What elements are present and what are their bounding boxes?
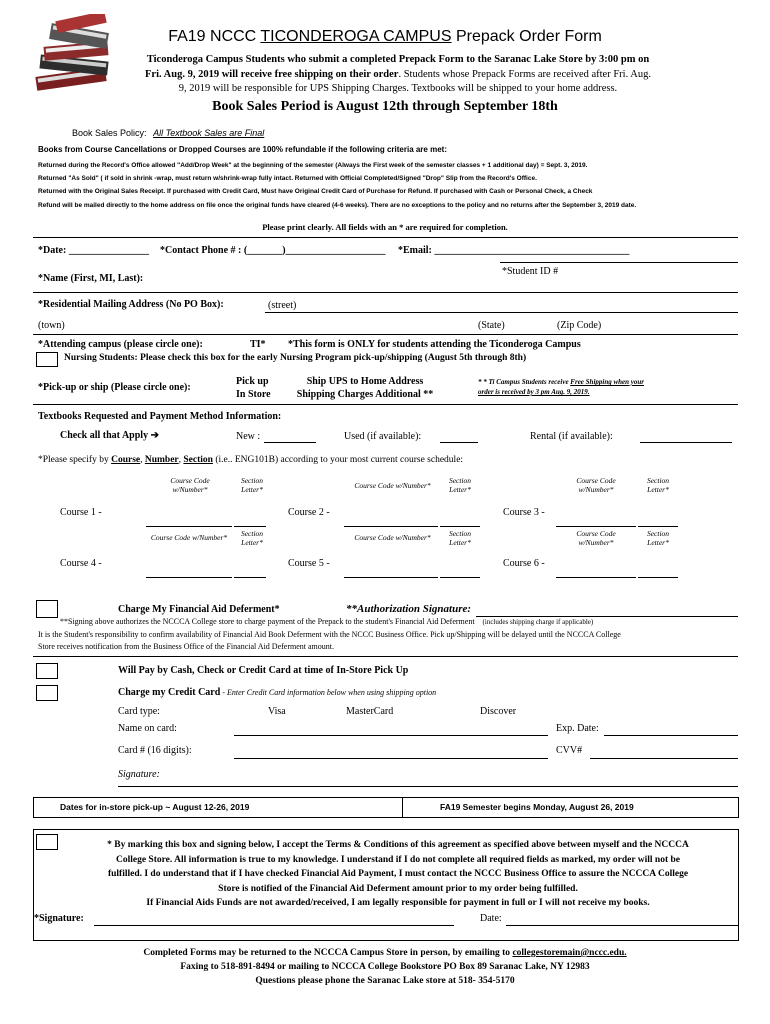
pay-in-store-checkbox[interactable] <box>36 663 58 679</box>
state-label: (State) <box>478 320 505 331</box>
footer-line-1: Completed Forms may be returned to the NCCCA Campus Store in person, by emailing to collegestoremain@nccc.edu. <box>143 948 627 958</box>
zip-label: (Zip Code) <box>557 320 602 331</box>
name-on-card-label: Name on card: <box>118 723 177 734</box>
rental-label: Rental (if available): <box>530 431 613 442</box>
footer-line-2: Faxing to 518-891-8494 or mailing to NCCCA College Bookstore PO Box 89 Saranac Lake, NY 12983 <box>180 962 590 972</box>
financial-aid-note-3: Store receives notification from the Business Office of the Financial Aid Deferment amount. <box>38 642 334 651</box>
street-label: (street) <box>268 300 297 311</box>
card-number-label: Card # (16 digits): <box>118 745 192 756</box>
course-1-section-input[interactable] <box>234 526 266 527</box>
visa-option[interactable]: Visa <box>268 706 286 717</box>
course-6-code-input[interactable] <box>556 577 636 578</box>
course-code-header: Course Code w/Number* <box>354 533 431 542</box>
campus-note: *This form is ONLY for students attending the Ticonderoga Campus <box>288 339 581 350</box>
financial-aid-checkbox[interactable] <box>36 600 58 618</box>
mastercard-option[interactable]: MasterCard <box>346 706 394 717</box>
course-1-label: Course 1 - <box>60 507 102 518</box>
print-note: Please print clearly. All fields with an * are required for completion. <box>262 222 508 232</box>
new-input[interactable] <box>264 442 316 443</box>
nursing-checkbox[interactable] <box>36 352 58 367</box>
email-link[interactable]: collegestoremain@nccc.edu. <box>512 948 627 958</box>
pay-in-store-label: Will Pay by Cash, Check or Credit Card at time of In-Store Pick Up <box>118 665 409 676</box>
intro-line-2: Fri. Aug. 9, 2019 will receive free shipping on their order. Students whose Prepack Forms are received after Fri. Aug. <box>145 69 651 80</box>
used-label: Used (if available): <box>344 431 422 442</box>
right-arrow-icon: ➔ <box>150 430 159 441</box>
course-2-label: Course 2 - <box>288 507 330 518</box>
card-number-input[interactable] <box>234 758 548 759</box>
course-2-section-input[interactable] <box>440 526 480 527</box>
financial-aid-note-1: **Signing above authorizes the NCCCA College store to charge payment of the Prepack to the student's Financial Aid Deferment (includes shipping charge if applicable) <box>60 617 594 626</box>
course-4-code-input[interactable] <box>146 577 232 578</box>
card-signature-label: Signature: <box>118 769 160 780</box>
campus-label: *Attending campus (please circle one): <box>38 339 203 350</box>
terms-text: * By marking this box and signing below, I accept the Terms & Conditions of this agreement as specified above between myself and the NCCCA College Store. All information is true to my knowledge. I understand if I do not complete all required fields as marked, my order will not be fulfilled. I do understand that if I have checked Financial Aid Payment, I must contact the NCCC Business Office to assure the NCCCA College Store is notified of the Financial Aid Deferment amount prior to my order being fulfilled. If Financial Aids Funds are not awarded/received, I am legally responsible for payment in full or I will not receive my books. <box>107 840 689 908</box>
course-1-code-input[interactable] <box>146 526 232 527</box>
refund-rule-2: Returned "As Sold" ( if sold in shrink -wrap, must return w/shrink-wrap fully intact. Returned with Official Completed/Signed "Drop" Slip from the Record's Office. <box>38 175 537 182</box>
course-4-label: Course 4 - <box>60 558 102 569</box>
course-5-label: Course 5 - <box>288 558 330 569</box>
textbooks-heading: Textbooks Requested and Payment Method Information: <box>38 411 282 422</box>
refund-rule-4: Refund will be mailed directly to the home address on file once the original funds have cleared (4-6 weeks). There are no exceptions to the policy and no returns after the September 3, 2019 date. <box>38 202 637 209</box>
address-field[interactable]: *Residential Mailing Address (No PO Box): <box>38 299 224 310</box>
pickup-label: *Pick-up or ship (Please circle one): <box>38 382 191 393</box>
course-code-header: Course Code w/Number* <box>150 533 228 542</box>
policy-line: Book Sales Policy: All Textbook Sales are Final <box>72 128 265 138</box>
course-3-section-input[interactable] <box>638 526 678 527</box>
course-3-label: Course 3 - <box>503 507 545 518</box>
exp-date-label: Exp. Date: <box>556 723 599 734</box>
course-6-label: Course 6 - <box>503 558 545 569</box>
course-5-section-input[interactable] <box>440 577 480 578</box>
new-label: New : <box>236 431 261 442</box>
course-code-header: Course Code w/Number* <box>354 481 431 490</box>
intro-line-1: Ticonderoga Campus Students who submit a completed Prepack Form to the Saranac Lake Store by 3:00 pm on <box>146 54 650 65</box>
terms-border <box>33 829 739 941</box>
page-title: FA19 NCCC TICONDEROGA CAMPUS Prepack Order Form <box>168 28 602 45</box>
financial-aid-label: Charge My Financial Aid Deferment* <box>118 604 280 615</box>
section-letter-header: Section Letter* <box>240 476 264 494</box>
course-3-code-input[interactable] <box>556 526 636 527</box>
section-letter-header: Section Letter* <box>448 529 472 547</box>
section-letter-header: Section Letter* <box>646 529 670 547</box>
financial-aid-note-2: It is the Student's responsibility to confirm availability of Financial Aid Book Deferment with the NCCC Business Office. Pick up/Shipping will be delayed until the NCCCA College <box>38 630 621 639</box>
discover-option[interactable]: Discover <box>480 706 517 717</box>
credit-card-label: Charge my Credit Card - Enter Credit Card information below when using shipping option <box>118 687 437 698</box>
refund-rule-3: Returned with the Original Sales Receipt. If purchased with Credit Card, Must have Original Credit Card of Purchase for Refund. If purchased with Cash or Personal Check, a Check <box>38 188 593 195</box>
card-type-label: Card type: <box>118 706 160 717</box>
course-5-code-input[interactable] <box>344 577 438 578</box>
course-6-section-input[interactable] <box>638 577 678 578</box>
refund-rule-1: Returned during the Record's Office allowed "Add/Drop Week" at the beginning of the semester (Always the First week of the semester classes + 1 additional day) = Sept. 3, 2019. <box>38 162 588 169</box>
date-field[interactable]: *Date: ________________ <box>38 245 149 256</box>
email-field[interactable]: *Email: _______________________________________ <box>398 245 630 256</box>
exp-date-input[interactable] <box>604 735 738 736</box>
course-code-header: Course Code w/Number* <box>576 476 616 494</box>
course-code-header: Course Code w/Number* <box>170 476 210 494</box>
section-letter-header: Section Letter* <box>646 476 670 494</box>
rental-input[interactable] <box>640 442 732 443</box>
credit-card-checkbox[interactable] <box>36 685 58 701</box>
cvv-label: CVV# <box>556 745 583 756</box>
terms-signature-label: *Signature: <box>34 913 84 924</box>
ship-option[interactable]: Ship UPS to Home Address Shipping Charges Additional ** <box>296 376 434 400</box>
course-4-section-input[interactable] <box>234 577 266 578</box>
pickup-dates: Dates for in-store pick-up ~ August 12-26, 2019 <box>60 802 250 812</box>
nursing-label: Nursing Students: Please check this box for the early Nursing Program pick-up/shipping (August 5th through 8th) <box>64 353 527 363</box>
footer-line-3: Questions please phone the Saranac Lake store at 518- 354-5170 <box>255 976 515 986</box>
intro-line-3: 9, 2019 will be responsible for UPS Shipping Charges. Textbooks will be shipped to your home address. <box>178 83 618 94</box>
sales-period: Book Sales Period is August 12th through September 18th <box>212 99 558 114</box>
card-signature-input[interactable] <box>118 786 738 787</box>
pickup-option[interactable]: Pick up In Store <box>236 376 271 400</box>
course-2-code-input[interactable] <box>344 526 438 527</box>
specify-instructions: *Please specify by Course, Number, Section (i.e.. ENG101B) according to your most current course schedule: <box>38 455 464 465</box>
terms-date-label: Date: <box>480 913 502 924</box>
course-code-header: Course Code w/Number* <box>576 529 616 547</box>
phone-field[interactable]: *Contact Phone # : (_______)____________________ <box>160 245 386 256</box>
free-shipping-note: * * Ti Campus Students receive Free Shipping when your order is received by 3 pm Aug. 9, 2019. <box>478 378 645 396</box>
section-letter-header: Section Letter* <box>240 529 264 547</box>
town-label: (town) <box>38 320 65 331</box>
used-input[interactable] <box>440 442 478 443</box>
name-field[interactable]: *Name (First, MI, Last): <box>38 273 144 284</box>
semester-start: FA19 Semester begins Monday, August 26, 2019 <box>440 802 634 812</box>
name-on-card-input[interactable] <box>234 735 548 736</box>
check-all-label: Check all that Apply ➔ <box>60 430 159 441</box>
student-id-field[interactable]: *Student ID # <box>502 266 559 277</box>
refund-heading: Books from Course Cancellations or Dropped Courses are 100% refundable if the following criteria are met: <box>38 145 447 154</box>
books-stack-logo <box>34 14 120 96</box>
cvv-input[interactable] <box>590 758 738 759</box>
campus-option-ti[interactable]: TI* <box>250 339 266 350</box>
authorization-signature-label: **Authorization Signature: <box>346 603 472 615</box>
section-letter-header: Section Letter* <box>448 476 472 494</box>
